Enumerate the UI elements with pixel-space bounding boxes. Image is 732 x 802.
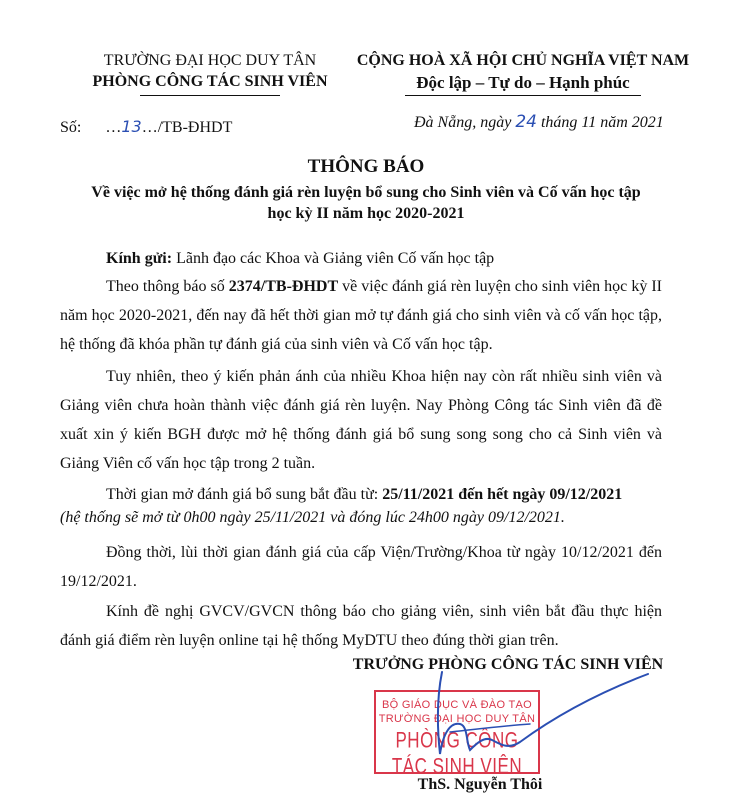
paragraph-5: Kính đề nghị GVCV/GVCN thông báo cho giảng viên, sinh viên bắt đầu thực hiện đánh giá điểm rèn luyện online tại hệ thống MyDTU theo đúng thời gian trên. (60, 603, 662, 649)
paragraph-2: Tuy nhiên, theo ý kiến phản ánh của nhiều Khoa hiện nay còn rất nhiều sinh viên và Giảng viên chưa hoàn thành việc đánh giá rèn luyện. Nay Phòng Công tác Sinh viên đã đề xuất xin ý kiến BGH được mở hệ thống đánh giá bổ sung song song cho cả Sinh viên và Giảng Viên cố vấn học tập trong 2 tuần. (60, 368, 662, 472)
department-name: PHÒNG CÔNG TÁC SINH VIÊN (92, 73, 328, 90)
signer-name: ThS. Nguyễn Thôi (417, 776, 543, 793)
country-name: CỘNG HOÀ XÃ HỘI CHỦ NGHĨA VIỆT NAM (356, 52, 690, 69)
motto-underline (405, 95, 641, 96)
document-number (60, 117, 232, 137)
recipient-text: Lãnh đạo các Khoa và Giảng viên Cố vấn học tập (172, 250, 495, 267)
recipient-label: Kính gửi: (106, 250, 173, 267)
notice-subtitle-line1: Về việc mở hệ thống đánh giá rèn luyện bổ sung cho Sinh viên và Cố vấn học tập (91, 184, 641, 201)
number-suffix: …/TB-ĐHDT (141, 119, 233, 136)
paragraph-3 (60, 480, 662, 509)
date-prefix: Đà Nẵng, ngày (414, 114, 512, 131)
paragraph-3-note: (hệ thống sẽ mở từ 0h00 ngày 25/11/2021 và đóng lúc 24h00 ngày 09/12/2021. (60, 509, 565, 526)
department-underline (140, 95, 280, 96)
stamp-line1: BỘ GIÁO DỤC VÀ ĐÀO TẠO (381, 699, 533, 711)
p1-reference: 2374/TB-ĐHDT (228, 278, 339, 295)
number-prefix: Số: (60, 119, 82, 136)
handwritten-signature (380, 662, 660, 772)
recipient-line (60, 244, 662, 273)
number-handwritten: 13 (121, 117, 142, 136)
stamp-line2: TRƯỜNG ĐẠI HỌC DUY TÂN (378, 713, 536, 725)
signature-role: TRƯỞNG PHÒNG CÔNG TÁC SINH VIÊN (352, 656, 664, 673)
p3-period: 25/11/2021 đến hết ngày 09/12/2021 (382, 486, 623, 503)
stamp-line3: PHÒNG CÔNG TÁC SINH VIÊN (391, 728, 523, 779)
university-name: TRƯỜNG ĐẠI HỌC DUY TÂN (103, 52, 317, 69)
p1-text-a: Theo thông báo số (106, 278, 229, 295)
document-date (414, 112, 664, 132)
p3-text: Thời gian mở đánh giá bổ sung bắt đầu từ: (106, 486, 383, 503)
date-day-handwritten: 24 (515, 112, 537, 132)
motto: Độc lập – Tự do – Hạnh phúc (416, 73, 630, 92)
paragraph-1 (60, 272, 662, 359)
number-dots: … (105, 119, 122, 136)
date-suffix: tháng 11 năm 2021 (540, 114, 664, 131)
notice-title: THÔNG BÁO (307, 156, 425, 177)
p1-text-b: về việc đánh giá rèn luyện cho sinh viên học kỳ II năm học 2020-2021, đến nay đã hết thời gian mở tự đánh giá cho sinh viên và cố vấn học tập, hệ thống đã khóa phần tự đánh giá của sinh viên và Cố vấn học tập. (60, 278, 663, 353)
paragraph-4: Đồng thời, lùi thời gian đánh giá của cấp Viện/Trường/Khoa từ ngày 10/12/2021 đến 19/12/2021. (60, 544, 662, 590)
notice-subtitle-line2: học kỳ II năm học 2020-2021 (267, 205, 465, 222)
